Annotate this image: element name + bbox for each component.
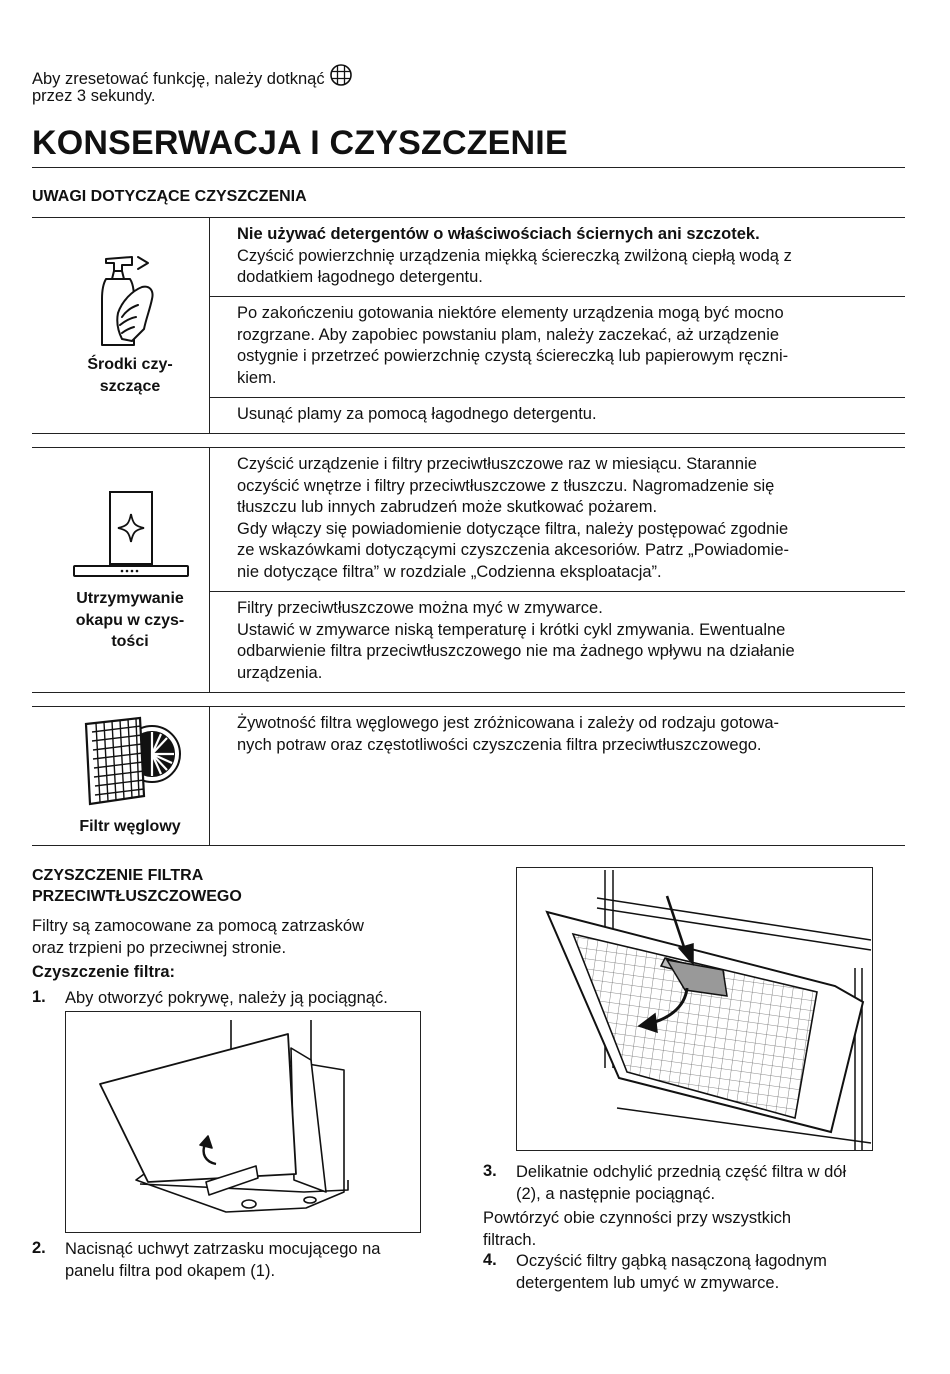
cell-carbon-lifetime [237,713,897,756]
intro-line-2: przez 3 sekundy. [32,87,156,105]
heading-line: PRZECIWTŁUSZCZOWEGO [32,888,242,905]
cell-line: Czyścić powierzchnię urządzenia miękką ściereczką zwilżoną ciepłą wodą z [237,246,792,265]
cell-line: Czyścić urządzenie i filtry przeciwtłuszczowe raz w miesiącu. Starannie [237,455,757,473]
cell-line: rozgrzane. Aby zapobiec powstaniu plam, należy zaczekać, aż urządzenie [237,325,780,344]
hood-sparkle-icon [72,490,190,582]
cell-line: Gdy włączy się powiadomienie dotyczące filtra, należy postępować zgodnie [237,519,789,538]
intro-line: Filtry są zamocowane za pomocą zatrzasków [32,917,364,935]
table-border-top [32,447,905,448]
table-border-bottom [32,433,905,434]
cell-line: odbarwienie filtra przeciwtłuszczowego nie ma żadnego wpływu na działanie [237,642,795,660]
cell-line: ostygnie i przetrzeć powierzchnię czystą ściereczką lub papierowym ręczni- [237,347,789,365]
cell-line: dodatkiem łagodnego detergentu. [237,268,483,286]
cell-line: tłuszczu lub innych zabrudzeń może skutkować pożarem. [237,498,658,516]
row-divider [209,296,905,297]
step-3-text [516,1162,846,1205]
cell-line: nie dotyczące filtra” w rozdziale „Codzienna eksploatacja”. [237,562,662,581]
cell-line: Żywotność filtra węglowego jest zróżnicowana i zależy od rodzaju gotowa- [237,714,780,732]
cell-line: urządzenia. [237,663,323,682]
cell-no-abrasives [237,224,897,289]
label-line: tości [111,633,149,650]
repeat-line: filtrach. [483,1230,537,1249]
row-divider [209,397,905,398]
cell-line: Filtry przeciwtłuszczowe można myć w zmywarce. [237,599,603,617]
cell-line: nych potraw oraz częstotliwości czyszczenia filtra przeciwtłuszczowego. [237,735,762,754]
cell-line: kiem. [237,368,277,387]
filter-intro [32,916,364,959]
table-border-bottom [32,692,905,693]
table-border-bottom [32,845,905,846]
label-line: Filtr węglowy [79,818,181,835]
filter-subheading: Czyszczenie filtra: [32,963,176,981]
step-line: Nacisnąć uchwyt zatrzasku mocującego na [65,1240,381,1258]
warning-bold-text: Nie używać detergentów o właściwościach ściernych ani szczotek. [237,225,760,243]
label-line: Środki czy- [87,356,173,373]
label-line: okapu w czys- [75,611,185,629]
table-column-divider [209,447,210,692]
cell-line: ze wskazówkami dotyczącymi czyszczenia akcesoriów. Patrz „Powiadomie- [237,541,790,559]
step-line: panelu filtra pod okapem (1). [65,1261,276,1280]
carbon-filter-icon [76,712,184,812]
cell-line: Po zakończeniu gotowania niektóre elementy urządzenia mogą być mocno [237,304,784,322]
row-divider [209,591,905,592]
step-4-text [516,1251,827,1294]
cell-hot-elements [237,303,897,389]
step-line: (2), a następnie pociągnąć. [516,1184,716,1203]
hood-open-cover-illustration [65,1011,421,1233]
step-line: Oczyścić filtry gąbką nasączoną łagodnym [516,1252,827,1270]
repeat-note [483,1208,791,1251]
table-border-top [32,706,905,707]
section-heading-cleaning: UWAGI DOTYCZĄCE CZYSZCZENIA [32,188,307,205]
label-carbon-filter [32,816,228,838]
section-heading-filter [32,865,242,907]
page-title: KONSERWACJA I CZYSZCZENIE [32,124,568,162]
heading-line: CZYSZCZENIE FILTRA [32,867,204,884]
table-border-top [32,217,905,218]
repeat-line: Powtórzyć obie czynności przy wszystkich [483,1209,792,1227]
cell-monthly-cleaning [237,454,897,583]
step-number: 1. [32,988,46,1006]
step-number: 2. [32,1239,46,1257]
step-line: Delikatnie odchylić przednią część filtra w dół [516,1163,847,1181]
table-column-divider [209,217,210,433]
step-1-text: Aby otworzyć pokrywę, należy ją pociągnąć. [65,989,388,1007]
intro-line: oraz trzpieni po przeciwnej stronie. [32,938,287,957]
intro-line-1: Aby zresetować funkcję, należy dotknąć [32,70,325,88]
grid-globe-icon [329,63,353,87]
cell-stains [237,404,897,426]
step-line: detergentem lub umyć w zmywarce. [516,1273,780,1292]
label-line: szczące [99,377,161,395]
spray-cleaning-icon [92,251,172,351]
step-number: 4. [483,1251,497,1269]
filter-release-illustration [516,867,873,1151]
cell-dishwasher [237,598,897,684]
label-line: Utrzymywanie [76,590,184,607]
cell-line: Ustawić w zmywarce niską temperaturę i krótki cykl zmywania. Ewentualne [237,620,786,639]
label-hood-maintenance [32,588,228,653]
step-2-text [65,1239,380,1282]
step-number: 3. [483,1162,497,1180]
cell-line: Usunąć plamy za pomocą łagodnego detergentu. [237,405,597,423]
label-cleaning-agents [32,354,228,397]
cell-line: oczyścić wnętrze i filtry przeciwtłuszczowe z tłuszczu. Nagromadzenie się [237,476,775,495]
title-divider [32,167,905,168]
